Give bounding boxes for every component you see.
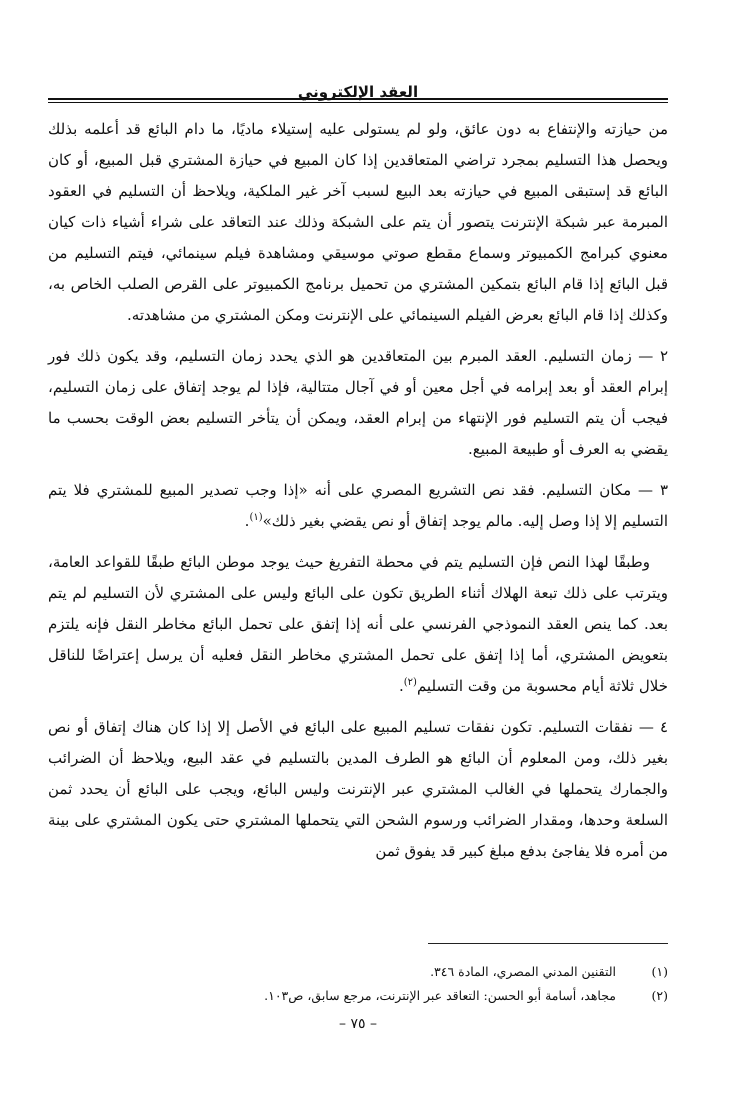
page [48,78,668,1088]
header-rule-thick [48,98,668,100]
footnote-ref-1[interactable]: (١) [249,512,263,523]
paragraph-end: . [244,512,250,530]
paragraph-4 [48,547,668,702]
footnote-text: التقنين المدني المصري، المادة ٣٤٦. [430,964,616,979]
footnotes [48,960,668,1008]
footnote-number: (٢) [651,988,668,1003]
paragraph-end: . [398,677,404,695]
paragraph-3-delivery-place [48,475,668,537]
paragraph-5-delivery-costs [48,712,668,867]
footnote-separator [428,943,668,944]
page-number: – ٧٥ – [339,1016,377,1032]
header-title: العقد الإلكتروني [297,83,419,101]
footnote-ref-2[interactable]: (٢) [403,677,417,688]
paragraph-text: ٤ — نفقات التسليم. تكون نفقات تسليم المبيع على البائع في الأصل إلا إذا كان هناك إتفاق أو نص بغير ذلك، ومن المعلوم أن البائع هو الطرف المدين بالتسليم في عقد البيع، ويلاحظ أن الضرائب والجمارك يتحملها في الغالب المشتري عبر الإنترنت وليس البائع، ويجب على البائع أن يحدد ثمن السلعة وحدها، ومقدار الضرائب ورسوم الشحن التي يتحملها المشتري حتى يكون المشتري على بينة من أمره فلا يفاجئ بدفع مبلغ كبير قد يفوق ثمن [48,718,668,860]
footnote-number: (١) [651,964,668,979]
footnote-2 [48,984,668,1008]
paragraph-2-delivery-time [48,341,668,465]
paragraph-1 [48,114,668,331]
paragraph-text: من حيازته والإنتفاع به دون عائق، ولو لم يستولى عليه إستيلاء ماديًا، ما دام البائع قد أعلمه بذلك ويحصل هذا التسليم بمجرد تراضي المتعاقدين إذا كان المبيع في حيازة المشتري قبل المبيع، أو كان البائع قد إستبقى المبيع في حيازته بعد البيع لسبب آخر غير الملكية، ويلاحظ أن التسليم في العقود المبرمة عبر شبكة الإنترنت يتصور أن يتم على الشبكة وذلك عند التعاقد على شراء أشياء ذات كيان معنوي كبرامج الكمبيوتر وسماع مقطع صوتي موسيقي ومشاهدة فيلم سينمائي، فيتم التسليم من قبل البائع إذا قام البائع بتمكين المشتري من تحميل برنامج الكمبيوتر على القرص الصلب الخاص به، وكذلك إذا قام البائع بعرض الفيلم السينمائي على الإنترنت ومكن المشتري من مشاهدته. [48,120,668,324]
body-text [48,114,668,867]
running-header [48,78,668,106]
footnote-text: مجاهد، أسامة أبو الحسن: التعاقد عبر الإنترنت، مرجع سابق، ص١٠٣. [264,988,616,1003]
paragraph-text: ٢ — زمان التسليم. العقد المبرم بين المتعاقدين هو الذي يحدد زمان التسليم، وقد يكون ذلك فور إبرام العقد أو بعد إبرامه في أجل معين أو في آجال متتالية، فإذا لم يوجد إتفاق على زمان التسليم، فيجب أن يتم التسليم فور الإنتهاء من إبرام العقد، ويمكن أن يتأخر التسليم بعض الوقت بحسب ما يقضي به العرف أو طبيعة المبيع. [48,347,668,458]
footnote-1 [48,960,668,984]
paragraph-text: وطبقًا لهذا النص فإن التسليم يتم في محطة التفريغ حيث يوجد موطن البائع طبقًا للقواعد العامة، ويترتب على ذلك تبعة الهلاك أثناء الطريق تكون على البائع وليس على المشتري لأن التسليم لم يتم بعد. كما ينص العقد النموذجي الفرنسي على أنه إذا إتفق على تحمل البائع مخاطر النقل فإنه يلتزم بتعويض المشتري، أما إذا إتفق على تحمل المشتري مخاطر النقل فعليه أن يرسل إعتراضًا للناقل خلال ثلاثة أيام محسوبة من وقت التسليم [48,553,668,695]
paragraph-text: ٣ — مكان التسليم. فقد نص التشريع المصري على أنه «إذا وجب تصدير المبيع للمشتري فلا يتم التسليم إلا إذا وصل إليه. مالم يوجد إتفاق أو نص يقضي بغير ذلك» [48,481,668,530]
header-rule-thin [48,102,668,103]
